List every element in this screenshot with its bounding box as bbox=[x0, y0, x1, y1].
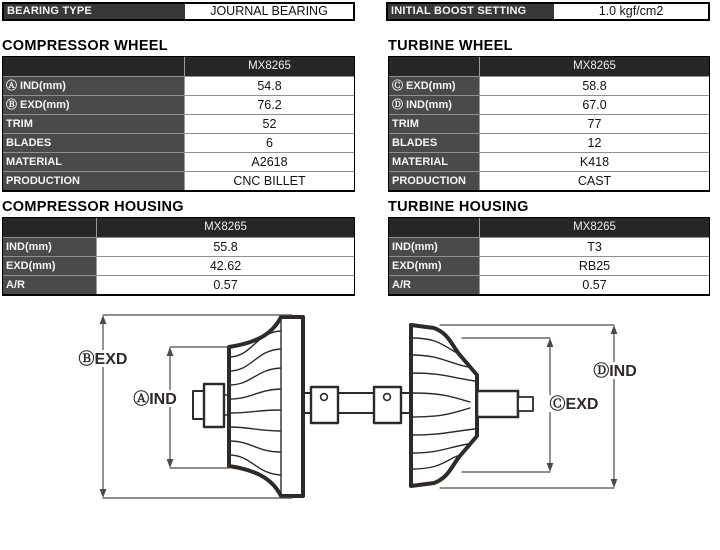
spec-value: K418 bbox=[479, 153, 709, 171]
table-row bbox=[389, 237, 709, 256]
spec-label: MATERIAL bbox=[3, 153, 184, 171]
table-row bbox=[3, 256, 354, 275]
table-row bbox=[3, 171, 354, 190]
compressor-wheel-title: COMPRESSOR WHEEL bbox=[2, 38, 168, 54]
spec-value: 54.8 bbox=[184, 77, 354, 95]
table-header-row bbox=[389, 57, 709, 76]
table-row bbox=[3, 275, 354, 294]
dimension-labels bbox=[72, 349, 645, 413]
spec-label: BLADES bbox=[389, 134, 479, 152]
bearing-type-bar bbox=[2, 2, 355, 21]
spec-label: PRODUCTION bbox=[389, 172, 479, 190]
table-row bbox=[3, 133, 354, 152]
table-row bbox=[389, 95, 709, 114]
table-row bbox=[389, 171, 709, 190]
boost-setting-value: 1.0 kgf/cm2 bbox=[554, 4, 708, 19]
spec-label: Ⓑ EXD(mm) bbox=[3, 96, 184, 114]
spec-value: 52 bbox=[184, 115, 354, 133]
model-header: MX8265 bbox=[479, 57, 709, 76]
table-row bbox=[3, 76, 354, 95]
table-row bbox=[389, 76, 709, 95]
c-exd-label: ⒸEXD bbox=[549, 396, 599, 413]
spec-value: CAST bbox=[479, 172, 709, 190]
turbine-wheel-table bbox=[388, 56, 710, 192]
spec-value: 0.57 bbox=[479, 276, 709, 294]
spec-value: 42.62 bbox=[96, 257, 354, 275]
spec-value: T3 bbox=[479, 238, 709, 256]
spec-value: A2618 bbox=[184, 153, 354, 171]
spec-label: EXD(mm) bbox=[389, 257, 479, 275]
compressor-housing-title: COMPRESSOR HOUSING bbox=[2, 199, 184, 215]
spec-label: MATERIAL bbox=[389, 153, 479, 171]
table-row bbox=[389, 152, 709, 171]
spec-label: TRIM bbox=[389, 115, 479, 133]
compressor-wheel-drawing bbox=[193, 317, 303, 496]
spec-value: RB25 bbox=[479, 257, 709, 275]
spec-label: Ⓐ IND(mm) bbox=[3, 77, 184, 95]
table-row bbox=[3, 114, 354, 133]
boost-setting-bar bbox=[386, 2, 710, 21]
model-header: MX8265 bbox=[479, 218, 709, 237]
boost-setting-label: INITIAL BOOST SETTING bbox=[388, 4, 554, 19]
bearing-type-value: JOURNAL BEARING bbox=[185, 4, 353, 19]
b-exd-label: ⒷEXD bbox=[78, 351, 128, 368]
spec-value: CNC BILLET bbox=[184, 172, 354, 190]
spec-value: 12 bbox=[479, 134, 709, 152]
spec-value: 0.57 bbox=[96, 276, 354, 294]
table-row bbox=[389, 275, 709, 294]
turbine-wheel-drawing bbox=[411, 325, 533, 486]
spec-value: 77 bbox=[479, 115, 709, 133]
spec-label: A/R bbox=[3, 276, 96, 294]
compressor-housing-table bbox=[2, 217, 355, 296]
spec-value: 67.0 bbox=[479, 96, 709, 114]
spec-value: 58.8 bbox=[479, 77, 709, 95]
turbine-housing-title: TURBINE HOUSING bbox=[388, 199, 529, 215]
turbo-cartridge-diagram bbox=[0, 305, 720, 550]
d-ind-label: ⒹIND bbox=[593, 363, 637, 380]
spec-label: BLADES bbox=[3, 134, 184, 152]
table-header-row bbox=[3, 57, 354, 76]
model-header: MX8265 bbox=[184, 57, 354, 76]
table-row bbox=[389, 133, 709, 152]
table-header-row bbox=[3, 218, 354, 237]
spec-value: 6 bbox=[184, 134, 354, 152]
bearing-type-label: BEARING TYPE bbox=[4, 4, 185, 19]
turbine-housing-table bbox=[388, 217, 710, 296]
table-row bbox=[389, 114, 709, 133]
turbine-wheel-title: TURBINE WHEEL bbox=[388, 38, 513, 54]
table-row bbox=[389, 256, 709, 275]
spec-label: IND(mm) bbox=[389, 238, 479, 256]
spec-label: TRIM bbox=[3, 115, 184, 133]
table-row bbox=[3, 152, 354, 171]
table-row bbox=[3, 237, 354, 256]
spec-label: Ⓒ EXD(mm) bbox=[389, 77, 479, 95]
spec-label: PRODUCTION bbox=[3, 172, 184, 190]
table-row bbox=[3, 95, 354, 114]
spec-label: IND(mm) bbox=[3, 238, 96, 256]
spec-label: EXD(mm) bbox=[3, 257, 96, 275]
model-header: MX8265 bbox=[96, 218, 354, 237]
spec-label: Ⓓ IND(mm) bbox=[389, 96, 479, 114]
spec-label: A/R bbox=[389, 276, 479, 294]
table-header-row bbox=[389, 218, 709, 237]
compressor-wheel-table bbox=[2, 56, 355, 192]
spec-value: 76.2 bbox=[184, 96, 354, 114]
a-ind-label: ⒶIND bbox=[133, 391, 177, 408]
spec-value: 55.8 bbox=[96, 238, 354, 256]
